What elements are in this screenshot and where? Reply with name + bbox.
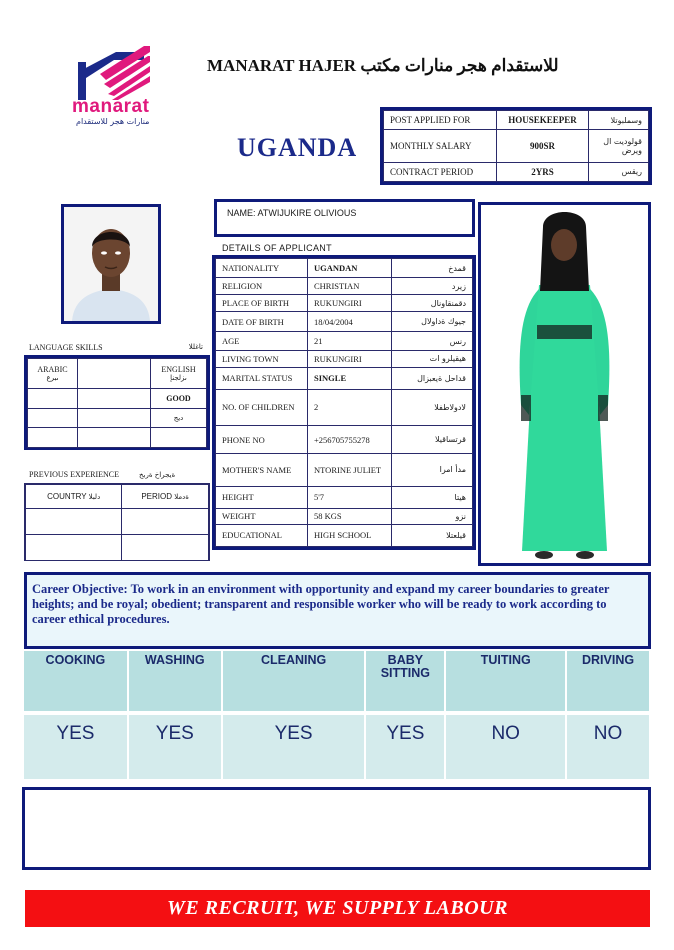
details-table (212, 255, 476, 550)
skill-value: YES (222, 713, 366, 779)
details-row (216, 454, 473, 486)
skill-value: NO (445, 713, 566, 779)
language-cell (151, 428, 207, 448)
language-cell (28, 428, 78, 448)
details-row (216, 426, 473, 454)
details-arabic: قرتساقیلا (392, 426, 473, 454)
applicant-name: ATWIJUKIRE OLIVIOUS (257, 208, 357, 218)
language-cell (78, 428, 151, 448)
details-value: UGANDAN (308, 259, 392, 278)
arabic-language-cell (28, 359, 78, 389)
post-row (384, 162, 649, 181)
details-value: RUKUNGIRI (308, 295, 392, 312)
skill-value: YES (128, 713, 222, 779)
details-arabic: دقمنقاونال (392, 295, 473, 312)
post-row (384, 130, 649, 163)
skill-name: BABY SITTING (365, 651, 445, 713)
arabic-language-label-ar: ىبرع (46, 374, 59, 382)
post-arabic: ریقس (589, 162, 649, 181)
name-label: NAME: (227, 208, 256, 218)
logo-arabic-text: منارات هجر للاستقدام (76, 117, 150, 126)
post-value: 900SR (497, 130, 589, 163)
post-row (384, 111, 649, 130)
experience-cell (26, 535, 122, 561)
post-label: CONTRACT PERIOD (384, 162, 497, 181)
details-value: 58 KGS (308, 508, 392, 524)
recruit-banner: WE RECRUIT, WE SUPPLY LABOUR (25, 890, 650, 927)
details-title: DETAILS OF APPLICANT (222, 243, 332, 253)
details-value: CHRISTIAN (308, 278, 392, 295)
details-row (216, 332, 473, 350)
details-arabic: قیلعتلا (392, 524, 473, 546)
experience-row (26, 535, 209, 561)
post-value: HOUSEKEEPER (497, 111, 589, 130)
post-label: MONTHLY SALARY (384, 130, 497, 163)
career-objective: Career Objective: To work in an environment with opportunity and expand my career boundaries to greater heights; and be royal; obedient; transparent and responsible worker who will be ready to work according to career ethical procedures. (24, 572, 651, 649)
details-value: NTORINE JULIET (308, 454, 392, 486)
english-level-ar: دیج (151, 409, 207, 428)
skill-name: DRIVING (566, 651, 650, 713)
details-row (216, 278, 473, 295)
details-arabic: رنس (392, 332, 473, 350)
details-arabic: هیقیلرو ات (392, 350, 473, 367)
details-value: 18/04/2004 (308, 312, 392, 332)
language-cell (28, 389, 78, 409)
details-label: EDUCATIONAL (216, 524, 308, 546)
logo-wordmark: manarat (72, 96, 150, 117)
details-arabic: زیرد (392, 278, 473, 295)
language-skills-table (24, 355, 210, 450)
details-label: AGE (216, 332, 308, 350)
skills-header-row (24, 651, 650, 713)
experience-label: PREVIOUS EXPERIENCE (29, 470, 120, 479)
blank-notes-box (22, 787, 651, 870)
details-value: 21 (308, 332, 392, 350)
details-label: RELIGION (216, 278, 308, 295)
arabic-language-label: ARABIC (37, 365, 68, 374)
experience-table (24, 483, 210, 561)
skills-table (24, 651, 651, 779)
details-arabic: نزو (392, 508, 473, 524)
experience-row (26, 509, 209, 535)
language-skills-arabic: تاغللا (188, 343, 203, 351)
post-arabic: وسملبوتلا (589, 111, 649, 130)
experience-header-row (26, 485, 209, 509)
language-cell (78, 389, 151, 409)
post-arabic: قولودیت ال ويرض (589, 130, 649, 163)
country-header-arabic: دلبلا (88, 493, 101, 501)
period-header-arabic: ةدملا (174, 493, 189, 501)
details-value: SINGLE (308, 367, 392, 389)
details-value: RUKUNGIRI (308, 350, 392, 367)
details-arabic: هیتا (392, 486, 473, 508)
skill-value: NO (566, 713, 650, 779)
details-value: +256705755278 (308, 426, 392, 454)
details-row (216, 295, 473, 312)
skill-name: TUITING (445, 651, 566, 713)
language-row (28, 409, 207, 428)
details-label: HEIGHT (216, 486, 308, 508)
details-row (216, 259, 473, 278)
details-arabic: قداحل ةیعبزال (392, 367, 473, 389)
arabic-level-cell (78, 359, 151, 389)
name-box (214, 199, 475, 237)
experience-cell (122, 509, 209, 535)
details-arabic: جیوك ةداولال (392, 312, 473, 332)
applicant-face-photo (61, 204, 161, 324)
details-label: MARITAL STATUS (216, 367, 308, 389)
details-row (216, 350, 473, 367)
skill-name: WASHING (128, 651, 222, 713)
experience-cell (26, 509, 122, 535)
details-arabic: قمدخ (392, 259, 473, 278)
details-row (216, 486, 473, 508)
english-language-label: ENGLISH (161, 365, 196, 374)
experience-cell (122, 535, 209, 561)
skill-name: CLEANING (222, 651, 366, 713)
details-label: NATIONALITY (216, 259, 308, 278)
details-arabic: مدأ امرا (392, 454, 473, 486)
english-language-label-ar: ىزلجنإ (170, 374, 187, 382)
details-value: 5'7 (308, 486, 392, 508)
country-title: UGANDA (237, 133, 358, 162)
language-row (28, 428, 207, 448)
company-title: MANARAT HAJER للاستقدام هجر منارات مكتب (207, 56, 559, 75)
country-header (26, 485, 122, 509)
skills-value-row (24, 713, 650, 779)
language-skills-title (29, 343, 211, 352)
period-header (122, 485, 209, 509)
details-label: PLACE OF BIRTH (216, 295, 308, 312)
country-header-label: COUNTRY (47, 492, 87, 501)
english-language-cell (151, 359, 207, 389)
details-label: WEIGHT (216, 508, 308, 524)
details-row (216, 508, 473, 524)
experience-arabic: ةيجراخ ةربخ (139, 471, 176, 479)
details-arabic: لادولاطفلا (392, 389, 473, 425)
post-value: 2YRS (497, 162, 589, 181)
details-value: HIGH SCHOOL (308, 524, 392, 546)
period-header-label: PERIOD (141, 492, 173, 501)
details-value: 2 (308, 389, 392, 425)
details-label: MOTHER'S NAME (216, 454, 308, 486)
language-cell (78, 409, 151, 428)
language-row (28, 389, 207, 409)
details-label: NO. OF CHILDREN (216, 389, 308, 425)
language-cell (28, 409, 78, 428)
applicant-full-photo (478, 202, 651, 566)
details-label: PHONE NO (216, 426, 308, 454)
english-level: GOOD (151, 389, 207, 409)
skill-value: YES (365, 713, 445, 779)
skill-name: COOKING (24, 651, 128, 713)
language-row (28, 359, 207, 389)
details-row (216, 367, 473, 389)
details-row (216, 312, 473, 332)
post-table (380, 107, 652, 185)
details-label: DATE OF BIRTH (216, 312, 308, 332)
language-skills-label: LANGUAGE SKILLS (29, 343, 103, 352)
details-row (216, 524, 473, 546)
skill-value: YES (24, 713, 128, 779)
details-row (216, 389, 473, 425)
experience-title (29, 470, 175, 479)
post-label: POST APPLIED FOR (384, 111, 497, 130)
details-label: LIVING TOWN (216, 350, 308, 367)
